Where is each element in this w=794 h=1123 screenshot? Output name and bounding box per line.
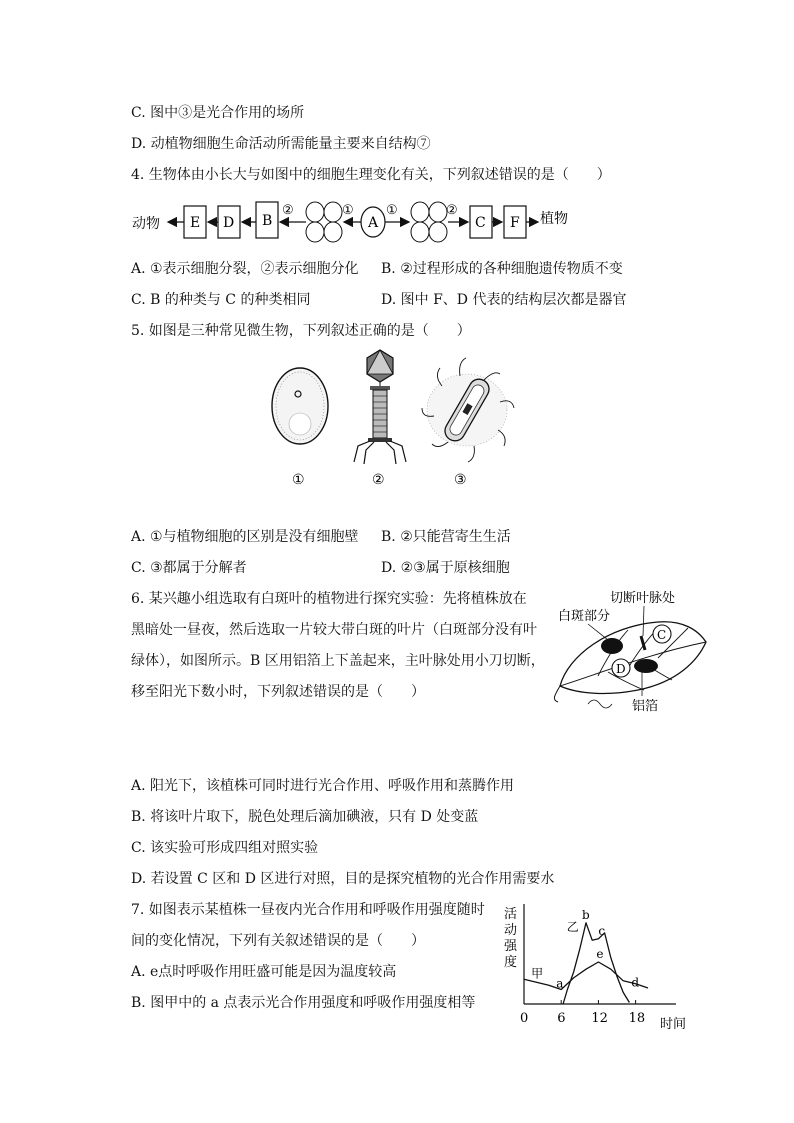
point-label-c: c	[598, 923, 606, 938]
x-tick-label: 0	[520, 1011, 529, 1026]
svg-text:E: E	[190, 215, 201, 231]
svg-text:D: D	[616, 662, 626, 676]
leaf-figure	[548, 586, 718, 716]
q6-stem-line1: 6. 某兴趣小组选取有白斑叶的植物进行探究实验：先将植株放在	[131, 591, 527, 607]
svg-text:F: F	[510, 215, 520, 231]
series-label-yi: 乙	[566, 919, 579, 934]
animal-label: 动物	[132, 216, 160, 232]
question-5-stem: 5. 如图是三种常见微生物，下列叙述正确的是（ ）	[131, 323, 471, 339]
svg-text:C: C	[657, 628, 667, 642]
q6-stem-line3: 绿体），如图所示。B 区用铝箔上下盖起来，主叶脉处用小刀切断，	[131, 653, 545, 669]
q5-option-c: C. ③都属于分解者	[131, 560, 247, 576]
point-label-b: b	[582, 907, 590, 922]
x-tick-label: 6	[557, 1011, 566, 1026]
q5-option-d: D. ②③属于原核细胞	[381, 560, 510, 576]
q7-option-a: A. e点时呼吸作用旺盛可能是因为温度较高	[131, 964, 397, 980]
q6-option-a: A. 阳光下，该植株可同时进行光合作用、呼吸作用和蒸腾作用	[131, 778, 515, 794]
q6-option-d: D. 若设置 C 区和 D 区进行对照，目的是探究植物的光合作用需要水	[131, 871, 555, 887]
svg-text:①: ①	[292, 472, 305, 488]
option-d-q3: D. 动植物细胞生命活动所需能量主要来自结构⑦	[131, 136, 431, 152]
yeast-cell	[272, 368, 328, 444]
series-label-jia: 甲	[531, 966, 544, 981]
cell-division-diagram	[128, 196, 588, 248]
y-axis-label	[504, 907, 518, 970]
bacteriophage	[354, 350, 406, 464]
svg-text:A: A	[368, 215, 379, 231]
ylabel-char-4: 度	[504, 955, 518, 970]
svg-text:①: ①	[386, 203, 398, 218]
svg-text:切断叶脉处: 切断叶脉处	[610, 591, 676, 606]
q5-option-a: A. ①与植物细胞的区别是没有细胞壁	[131, 529, 359, 545]
point-label-a: a	[556, 976, 564, 991]
svg-text:白斑部分: 白斑部分	[558, 609, 611, 624]
x-tick-label: 18	[628, 1011, 646, 1026]
q6-stem-line2: 黑暗处一昼夜，然后选取一片较大带白斑的叶片（白斑部分没有叶	[131, 622, 537, 638]
point-label-d: d	[631, 975, 640, 990]
q4-option-b: B. ②过程形成的各种细胞遗传物质不变	[381, 261, 623, 277]
q4-option-a: A. ①表示细胞分裂，②表示细胞分化	[131, 261, 359, 277]
q7-stem-line2: 间的变化情况，下列有关叙述错误的是（ ）	[131, 933, 425, 949]
point-label-e: e	[596, 946, 604, 961]
bacterium	[422, 358, 514, 462]
svg-text:①: ①	[342, 203, 354, 218]
q6-option-b: B. 将该叶片取下，脱色处理后滴加碘液，只有 D 处变蓝	[131, 809, 479, 825]
svg-text:③: ③	[454, 472, 467, 488]
q7-option-b: B. 图甲中的 a 点表示光合作用强度和呼吸作用强度相等	[131, 995, 476, 1011]
ylabel-char-2: 动	[504, 923, 518, 938]
q6-stem-line4: 移至阳光下数小时，下列叙述错误的是（ ）	[131, 684, 425, 700]
svg-text:②: ②	[446, 203, 458, 218]
option-c-q3: C. 图中③是光合作用的场所	[131, 105, 305, 121]
svg-text:②: ②	[372, 472, 385, 488]
svg-text:②: ②	[282, 203, 294, 218]
activity-intensity-chart	[500, 898, 700, 1034]
svg-text:D: D	[223, 215, 235, 231]
microbes-figure	[262, 346, 522, 492]
q5-option-b: B. ②只能营寄生生活	[381, 529, 511, 545]
svg-text:B: B	[262, 213, 273, 229]
q4-option-c: C. B 的种类与 C 的种类相同	[131, 292, 311, 308]
q6-option-c: C. 该实验可形成四组对照实验	[131, 840, 319, 856]
svg-text:C: C	[475, 215, 486, 231]
ylabel-char-1: 活	[504, 907, 518, 922]
x-tick-label: 12	[591, 1011, 608, 1026]
question-4-stem: 4. 生物体由小长大与如图中的细胞生理变化有关，下列叙述错误的是（ ）	[131, 167, 611, 183]
q7-stem-line1: 7. 如图表示某植株一昼夜内光合作用和呼吸作用强度随时	[131, 902, 485, 918]
q4-option-d: D. 图中 F、D 代表的结构层次都是器官	[381, 292, 627, 308]
plant-label: 植物	[540, 211, 568, 227]
x-axis-label: 时间	[660, 1017, 687, 1032]
svg-text:铝箔: 铝箔	[632, 699, 659, 714]
ylabel-char-3: 强	[504, 939, 518, 954]
